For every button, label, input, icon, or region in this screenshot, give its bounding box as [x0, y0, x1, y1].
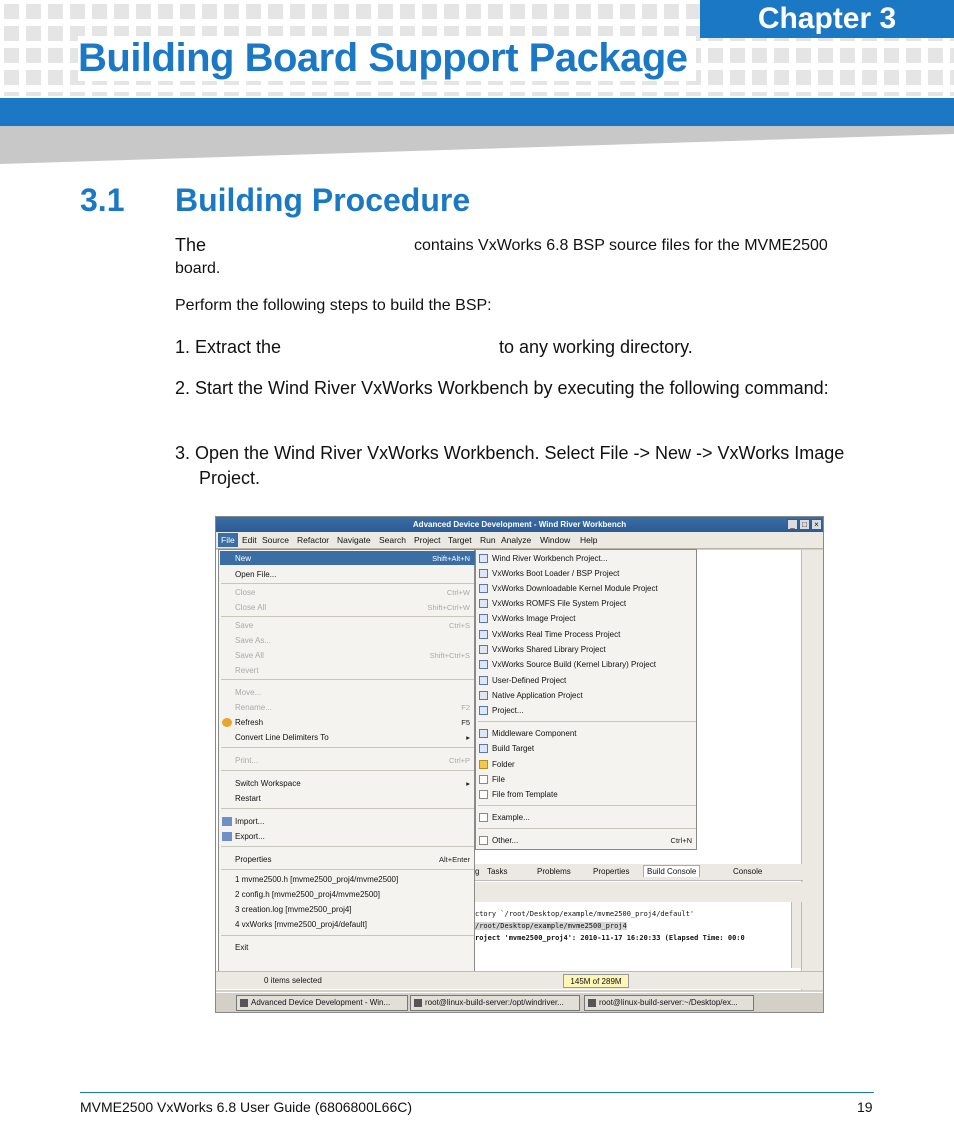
- taskbar: [216, 992, 823, 1012]
- header-dot: [708, 70, 723, 85]
- header-dot: [554, 4, 569, 19]
- recent-file-2[interactable]: 2 config.h [mvme2500_proj4/mvme2500]: [235, 890, 380, 899]
- submenu-item-vxworks-image-project[interactable]: VxWorks Image Project: [492, 614, 576, 623]
- app-icon: [240, 999, 248, 1007]
- tab-console[interactable]: Console: [733, 867, 763, 876]
- menu-item-switch-workspace[interactable]: Switch Workspace: [235, 779, 301, 788]
- menu-analyze[interactable]: Analyze: [501, 535, 532, 545]
- menu-item-refresh[interactable]: Refresh: [235, 718, 264, 727]
- header-dot: [180, 92, 195, 96]
- file-menu: [218, 549, 475, 973]
- header-dot: [752, 48, 767, 63]
- chapter-label: Chapter 3: [700, 0, 954, 38]
- submenu-item[interactable]: VxWorks Downloadable Kernel Module Project: [492, 584, 658, 593]
- header-dot: [774, 92, 789, 96]
- project-icon: [479, 676, 488, 685]
- header-dot: [48, 26, 63, 41]
- header-dot: [510, 4, 525, 19]
- submenu-arrow-icon: ▸: [466, 779, 470, 788]
- component-icon: [479, 729, 488, 738]
- workbench-screenshot: [215, 516, 824, 1013]
- header-dot: [4, 4, 19, 19]
- header-dot: [818, 92, 833, 96]
- example-icon: [479, 813, 488, 822]
- header-dot: [862, 48, 877, 63]
- submenu-item[interactable]: VxWorks Source Build (Kernel Library) Project: [492, 660, 656, 669]
- header-dot: [158, 92, 173, 96]
- header-dot: [862, 92, 877, 96]
- header-dot: [224, 92, 239, 96]
- menu-item-print[interactable]: Print...: [235, 756, 259, 765]
- header-dot: [48, 92, 63, 96]
- submenu-item[interactable]: Middleware Component: [492, 729, 577, 738]
- menu-item-restart[interactable]: Restart: [235, 794, 261, 803]
- header-dot: [70, 4, 85, 19]
- section-number: 3.1: [80, 182, 125, 218]
- menu-item-exit[interactable]: Exit: [235, 943, 249, 952]
- menu-item-export[interactable]: Export...: [235, 832, 265, 841]
- menu-run[interactable]: Run: [480, 535, 496, 545]
- header-dot: [664, 4, 679, 19]
- header-dot: [92, 4, 107, 19]
- menu-item-save-as[interactable]: Save As...: [235, 636, 272, 645]
- project-icon: [479, 706, 488, 715]
- separator: [221, 935, 474, 936]
- recent-file-1[interactable]: 1 mvme2500.h [mvme2500_proj4/mvme2500]: [235, 875, 399, 884]
- header-dot: [246, 92, 261, 96]
- header-dot: [378, 92, 393, 96]
- header-dot: [598, 92, 613, 96]
- folder-icon: [479, 760, 488, 769]
- intro-text-line2: board.: [175, 260, 221, 277]
- bottom-tabs: [475, 864, 803, 881]
- header-dot: [708, 92, 723, 96]
- header-dot: [950, 70, 954, 85]
- minimize-icon[interactable]: _: [787, 519, 798, 530]
- header-dot: [598, 4, 613, 19]
- header-dot: [840, 70, 855, 85]
- project-icon: [479, 645, 488, 654]
- menu-refactor[interactable]: Refactor: [297, 535, 330, 545]
- header-dot: [312, 4, 327, 19]
- separator: [478, 805, 696, 806]
- shortcut-close: Ctrl+W: [446, 588, 470, 597]
- header-dot: [928, 92, 943, 96]
- status-bar: [216, 971, 823, 989]
- separator: [221, 747, 474, 748]
- separator: [221, 583, 474, 584]
- menu-item-move[interactable]: Move...: [235, 688, 262, 697]
- header-dot: [4, 92, 19, 96]
- console-toolbar: [475, 882, 803, 902]
- menu-item-rename[interactable]: Rename...: [235, 703, 272, 712]
- header-blue-bar: [0, 98, 954, 126]
- header-dot: [466, 92, 481, 96]
- menu-item-new[interactable]: New: [235, 554, 252, 563]
- header-dot: [48, 4, 63, 19]
- recent-file-3[interactable]: 3 creation.log [mvme2500_proj4]: [235, 905, 352, 914]
- header-dot: [906, 48, 921, 63]
- menu-item-save-all[interactable]: Save All: [235, 651, 264, 660]
- console-scrollbar[interactable]: [791, 902, 801, 968]
- console-line: ctory `/root/Desktop/example/mvme2500_proj4/default': [475, 910, 695, 918]
- shortcut-save-all: Shift+Ctrl+S: [429, 651, 470, 660]
- header-dot: [488, 4, 503, 19]
- header-dot: [664, 92, 679, 96]
- header-dot: [92, 92, 107, 96]
- submenu-arrow-icon: ▸: [466, 733, 470, 742]
- taskbar-item-label: root@linux-build-server:~/Desktop/ex...: [599, 998, 738, 1007]
- console-line: roject 'mvme2500_proj4': 2010-11-17 16:20:33 (Elapsed Time: 00:0: [475, 934, 745, 942]
- header-dot: [730, 70, 745, 85]
- header-dot: [70, 92, 85, 96]
- header-dot: [334, 4, 349, 19]
- header-dot: [136, 4, 151, 19]
- memory-indicator: 145M of 289M: [563, 974, 629, 988]
- tab-tasks[interactable]: Tasks: [487, 867, 508, 876]
- menu-window[interactable]: Window: [540, 535, 571, 545]
- header-dot: [400, 92, 415, 96]
- header-dot: [620, 92, 635, 96]
- submenu-item[interactable]: Project...: [492, 706, 524, 715]
- header-dot: [356, 92, 371, 96]
- menu-project[interactable]: Project: [414, 535, 441, 545]
- header-dot: [48, 48, 63, 63]
- footer-rule: [80, 1092, 874, 1093]
- header-dot: [4, 26, 19, 41]
- header-dot: [686, 92, 701, 96]
- file-template-icon: [479, 790, 488, 799]
- header-dot: [884, 70, 899, 85]
- project-icon: [479, 599, 488, 608]
- submenu-item[interactable]: Native Application Project: [492, 691, 583, 700]
- recent-file-4[interactable]: 4 vxWorks [mvme2500_proj4/default]: [235, 920, 367, 929]
- separator: [221, 770, 474, 771]
- project-icon: [479, 569, 488, 578]
- project-icon: [479, 660, 488, 669]
- build-console: [475, 902, 791, 968]
- header-dot: [510, 92, 525, 96]
- header-dot: [796, 92, 811, 96]
- terminal-icon: [414, 999, 422, 1007]
- taskbar-item-label: root@linux-build-server:/opt/windriver...: [425, 998, 564, 1007]
- header-dot: [488, 92, 503, 96]
- menu-file[interactable]: File: [218, 533, 238, 547]
- header-dot: [202, 4, 217, 19]
- menu-help[interactable]: Help: [580, 535, 598, 545]
- header-dot: [554, 92, 569, 96]
- header-dot: [26, 48, 41, 63]
- menu-item-import[interactable]: Import...: [235, 817, 265, 826]
- window-title: Advanced Device Development - Wind River Workbench: [412, 520, 627, 529]
- menu-navigate[interactable]: Navigate: [337, 535, 371, 545]
- project-icon: [479, 691, 488, 700]
- submenu-item[interactable]: Folder: [492, 760, 515, 769]
- menu-source[interactable]: Source: [262, 535, 289, 545]
- tab-properties[interactable]: Properties: [593, 867, 630, 876]
- separator: [221, 808, 474, 809]
- header-dot: [862, 70, 877, 85]
- submenu-item[interactable]: File: [492, 775, 505, 784]
- header-dot: [576, 92, 591, 96]
- header-dot: [48, 70, 63, 85]
- build-target-icon: [479, 744, 488, 753]
- refresh-icon: [222, 718, 232, 727]
- step-3-line2: Project.: [199, 468, 261, 488]
- taskbar-item-label: Advanced Device Development - Win...: [251, 998, 391, 1007]
- shortcut-rename: F2: [461, 703, 470, 712]
- steps-intro: Perform the following steps to build the BSP:: [175, 297, 492, 314]
- header-dot: [928, 70, 943, 85]
- separator: [221, 846, 474, 847]
- header-dot: [466, 4, 481, 19]
- shortcut-properties: Alt+Enter: [438, 855, 470, 864]
- header-dot: [26, 4, 41, 19]
- submenu-item[interactable]: Build Target: [492, 744, 535, 753]
- project-icon: [479, 614, 488, 623]
- window-titlebar: [216, 517, 823, 532]
- menubar: [216, 532, 823, 549]
- header-dot: [774, 48, 789, 63]
- header-dot: [774, 70, 789, 85]
- submenu-item[interactable]: File from Template: [492, 790, 558, 799]
- export-icon: [222, 832, 232, 841]
- separator: [221, 869, 474, 870]
- header-dot: [290, 92, 305, 96]
- header-dot: [400, 4, 415, 19]
- menu-target[interactable]: Target: [448, 535, 472, 545]
- header-dot: [928, 48, 943, 63]
- footer-doc-title: MVME2500 VxWorks 6.8 User Guide (6806800L66C): [80, 1099, 413, 1115]
- header-dot: [268, 92, 283, 96]
- menu-item-open-file[interactable]: Open File...: [235, 570, 277, 579]
- menu-item-save[interactable]: Save: [235, 621, 254, 630]
- header-dot: [708, 48, 723, 63]
- header-dot: [818, 70, 833, 85]
- header-dot: [268, 4, 283, 19]
- submenu-item-other[interactable]: Other...: [492, 836, 519, 845]
- header-dot: [114, 92, 129, 96]
- section-title: Building Procedure: [175, 182, 471, 218]
- header-dot: [180, 4, 195, 19]
- header-dot: [114, 4, 129, 19]
- step-3-line1: 3. Open the Wind River VxWorks Workbench. Select File -> New -> VxWorks Image: [175, 443, 845, 463]
- menu-item-close[interactable]: Close: [235, 588, 256, 597]
- header-dot: [576, 4, 591, 19]
- header-dot: [642, 92, 657, 96]
- shortcut-new: Shift+Alt+N: [432, 554, 470, 563]
- submenu-item[interactable]: VxWorks Shared Library Project: [492, 645, 606, 654]
- shortcut-other: Ctrl+N: [670, 836, 692, 845]
- header-dot: [378, 4, 393, 19]
- header-dot: [136, 92, 151, 96]
- header-dot: [796, 48, 811, 63]
- header-dot: [950, 48, 954, 63]
- header-gray-wedge: [0, 126, 954, 164]
- shortcut-refresh: F5: [461, 718, 470, 727]
- submenu-item[interactable]: User-Defined Project: [492, 676, 567, 685]
- header-dot: [840, 48, 855, 63]
- taskbar-item-terminal-2[interactable]: [584, 995, 754, 1011]
- header-dot: [752, 92, 767, 96]
- separator: [221, 616, 474, 617]
- project-icon: [479, 584, 488, 593]
- status-text: 0 items selected: [264, 976, 322, 985]
- intro-the: The: [175, 235, 207, 255]
- menu-item-properties[interactable]: Properties: [235, 855, 272, 864]
- header-dot: [444, 92, 459, 96]
- header-dot: [444, 4, 459, 19]
- taskbar-item-workbench[interactable]: [236, 995, 408, 1011]
- header-dot: [950, 92, 954, 96]
- step-2: 2. Start the Wind River VxWorks Workbench by executing the following command:: [175, 378, 829, 398]
- header-dot: [730, 92, 745, 96]
- right-toolbar: [801, 550, 823, 990]
- menu-search[interactable]: Search: [379, 535, 406, 545]
- import-icon: [222, 817, 232, 826]
- header-dot: [620, 4, 635, 19]
- header-dot: [158, 4, 173, 19]
- header-dot: [202, 92, 217, 96]
- separator: [221, 679, 474, 680]
- submenu-item[interactable]: VxWorks Real Time Process Project: [492, 630, 621, 639]
- menu-item-convert-line-delimiters[interactable]: Convert Line Delimiters To: [235, 733, 329, 742]
- shortcut-close-all: Shift+Ctrl+W: [427, 603, 470, 612]
- header-dot: [532, 4, 547, 19]
- header-dot: [26, 26, 41, 41]
- console-line: /root/Desktop/example/mvme2500_proj4: [475, 922, 627, 930]
- menu-item-revert[interactable]: Revert: [235, 666, 259, 675]
- header-dot: [246, 4, 261, 19]
- header-dot: [356, 4, 371, 19]
- submenu-item-example[interactable]: Example...: [492, 813, 530, 822]
- header-dot: [312, 92, 327, 96]
- header-dot: [26, 70, 41, 85]
- header-dot: [840, 92, 855, 96]
- new-submenu: [475, 549, 697, 850]
- separator: [478, 721, 696, 722]
- intro-text: contains VxWorks 6.8 BSP source files for the MVME2500: [414, 237, 828, 254]
- header-dot: [224, 4, 239, 19]
- shortcut-save: Ctrl+S: [448, 621, 470, 630]
- maximize-icon[interactable]: □: [799, 519, 810, 530]
- submenu-item[interactable]: Wind River Workbench Project...: [492, 554, 608, 563]
- header-dot: [26, 92, 41, 96]
- step-1-start: 1. Extract the: [175, 337, 282, 357]
- header-dot: [532, 92, 547, 96]
- project-icon: [479, 630, 488, 639]
- project-icon: [479, 554, 488, 563]
- header-dot: [752, 70, 767, 85]
- header-dot: [818, 48, 833, 63]
- tab-problems[interactable]: Problems: [537, 867, 571, 876]
- header-dot: [4, 70, 19, 85]
- menu-item-close-all[interactable]: Close All: [235, 603, 267, 612]
- terminal-icon: [588, 999, 596, 1007]
- header-dot: [730, 48, 745, 63]
- taskbar-item-terminal-1[interactable]: [410, 995, 580, 1011]
- header-dot: [642, 4, 657, 19]
- other-icon: [479, 836, 488, 845]
- menu-edit[interactable]: Edit: [242, 535, 257, 545]
- submenu-item[interactable]: VxWorks ROMFS File System Project: [492, 599, 627, 608]
- header-dot: [884, 48, 899, 63]
- header-dot: [906, 92, 921, 96]
- header-dot: [686, 4, 701, 19]
- header-dot: [422, 92, 437, 96]
- step-1-end: to any working directory.: [499, 337, 693, 357]
- tab-build-console[interactable]: Build Console: [643, 865, 700, 877]
- file-icon: [479, 775, 488, 784]
- close-icon[interactable]: ×: [811, 519, 822, 530]
- tab-log[interactable]: g: [475, 867, 480, 876]
- header-dot: [884, 92, 899, 96]
- header-dot: [334, 92, 349, 96]
- shortcut-print: Ctrl+P: [448, 756, 470, 765]
- header-dot: [796, 70, 811, 85]
- header-dot: [906, 70, 921, 85]
- submenu-item[interactable]: VxWorks Boot Loader / BSP Project: [492, 569, 620, 578]
- header-dot: [290, 4, 305, 19]
- header-dot: [422, 4, 437, 19]
- chapter-title: Building Board Support Package: [78, 36, 696, 81]
- page-number: 19: [857, 1099, 873, 1115]
- separator: [478, 828, 696, 829]
- header-dot: [4, 48, 19, 63]
